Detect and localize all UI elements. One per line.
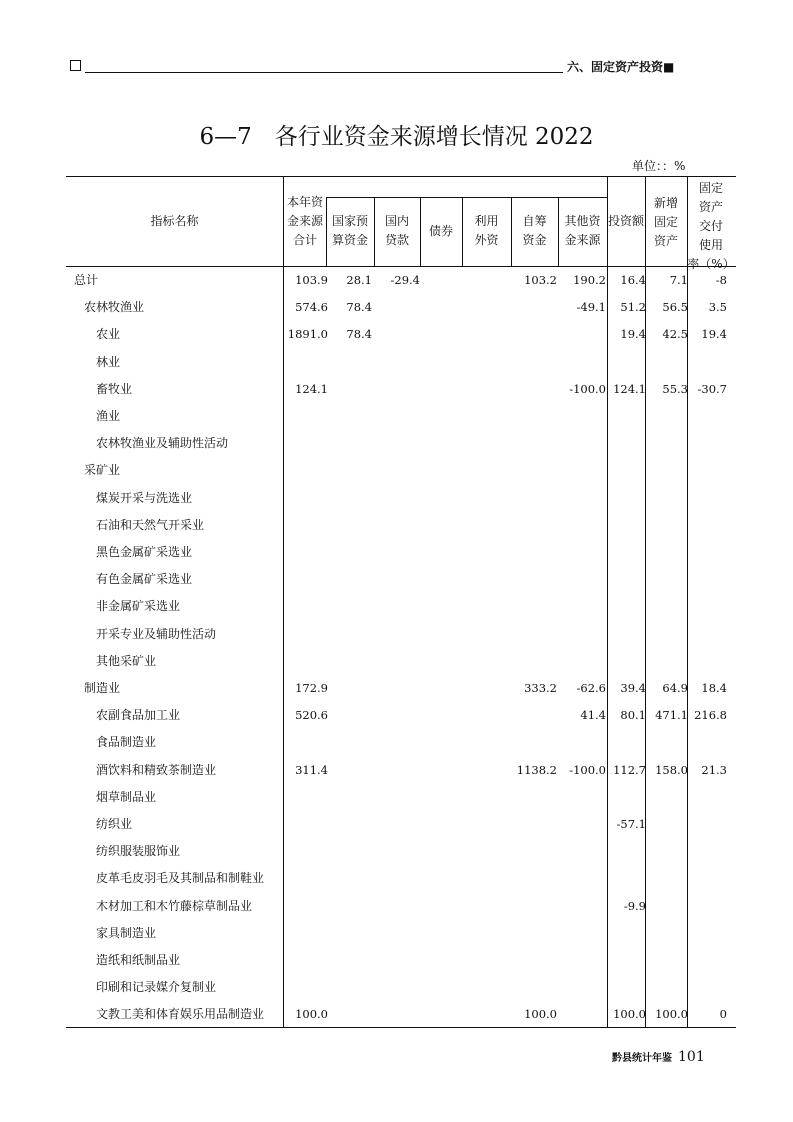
header-state-budget-line: 国家预 (331, 214, 368, 228)
cell-value: 21.3 (701, 762, 727, 777)
header-delivery-rate-line: 使用 (698, 238, 723, 252)
header-new-fixed-assets-line: 固定 (653, 215, 678, 229)
cell-value: 55.3 (662, 381, 688, 396)
indicator-name: 农业 (96, 327, 121, 342)
section-title: 六、固定资产投资■ (567, 60, 675, 74)
header-foreign-capital (462, 212, 511, 250)
indicator-name: 纺织服装服饰业 (96, 844, 181, 859)
cell-value: 190.2 (573, 273, 606, 287)
indicator-name: 林业 (96, 354, 121, 369)
header-bonds (420, 222, 462, 241)
cell-value: 16.4 (620, 273, 646, 287)
indicator-name: 煤炭开采与洗选业 (96, 490, 193, 505)
cell-value: 3.5 (708, 300, 727, 315)
cell-value: 124.1 (295, 381, 328, 396)
cell-value: 172.9 (295, 681, 328, 695)
header-investment-line: 投资额 (607, 214, 644, 228)
cell-value: 39.4 (620, 681, 646, 695)
sources-group-line (326, 197, 607, 198)
header-indicator-name: 指标名称 (150, 214, 199, 228)
cell-value: 100.0 (524, 1007, 557, 1022)
indicator-name: 采矿业 (84, 463, 121, 478)
cell-value: 333.2 (524, 681, 557, 695)
running-header (70, 58, 730, 80)
cell-value: -30.7 (697, 381, 727, 396)
cell-value: -8 (715, 273, 727, 287)
indicator-name: 开采专业及辅助性活动 (96, 626, 217, 641)
cell-value: 216.8 (694, 708, 727, 723)
cell-value: 0 (719, 1007, 727, 1022)
cell-value: 124.1 (613, 381, 646, 396)
header-domestic-loans (374, 212, 420, 250)
cell-value: 41.4 (580, 708, 606, 723)
cell-value: 19.4 (620, 327, 646, 342)
page-number: 101 (678, 1049, 705, 1065)
header-total-sources (284, 193, 326, 250)
header-self-raised (511, 212, 558, 250)
cell-value: 78.4 (346, 327, 372, 342)
header-foreign-capital-line: 利用 (474, 214, 499, 228)
indicator-name: 食品制造业 (96, 735, 157, 750)
cell-value: 78.4 (346, 300, 372, 315)
cell-value: 311.4 (295, 762, 328, 777)
cell-value: 574.6 (295, 300, 328, 315)
indicator-name: 文教工美和体育娱乐用品制造业 (96, 1007, 265, 1022)
indicator-name: 有色金属矿采选业 (96, 572, 193, 587)
header-other-sources-line: 金来源 (564, 233, 601, 247)
header-new-fixed-assets-line: 资产 (653, 234, 678, 248)
header-self-raised-line: 资金 (522, 233, 547, 247)
indicator-name: 石油和天然气开采业 (96, 517, 205, 532)
cell-value: -49.1 (576, 300, 606, 315)
cell-value: 42.5 (662, 327, 688, 342)
cell-value: 51.2 (620, 300, 646, 315)
cell-value: -100.0 (569, 381, 606, 396)
header-state-budget (326, 212, 374, 250)
header-other-sources-line: 其他资 (564, 214, 601, 228)
header-new-fixed-assets-line: 新增 (653, 196, 678, 210)
cell-value: 100.0 (295, 1007, 328, 1022)
cell-value: 80.1 (620, 708, 646, 723)
indicator-name: 制造业 (84, 681, 121, 695)
cell-value: 103.2 (524, 273, 557, 287)
cell-value: 1138.2 (516, 762, 557, 777)
header-total-sources-line: 本年资 (286, 195, 323, 209)
page-footer (612, 1046, 705, 1065)
indicator-name: 皮革毛皮羽毛及其制品和制鞋业 (96, 871, 265, 886)
cell-value: 158.0 (655, 762, 688, 777)
indicator-name: 农林牧渔业 (84, 300, 145, 315)
book-title: 黔县统计年鉴 (612, 1053, 672, 1064)
cell-value: 64.9 (662, 681, 688, 695)
indicator-name: 渔业 (96, 409, 121, 423)
indicator-name: 非金属矿采选业 (96, 599, 181, 614)
indicator-name: 农副食品加工业 (96, 708, 181, 723)
cell-value: 112.7 (613, 762, 646, 777)
cell-value: -9.9 (623, 898, 646, 913)
page-title: 6—7 各行业资金来源增长情况 2022 (199, 124, 594, 150)
cell-value: -100.0 (569, 762, 606, 777)
cell-value: 100.0 (613, 1007, 646, 1022)
cell-value: -29.4 (390, 273, 420, 287)
header-state-budget-line: 算资金 (331, 233, 368, 247)
cell-value: 18.4 (701, 681, 727, 695)
indicator-name: 农林牧渔业及辅助性活动 (96, 436, 229, 451)
cell-value: -62.6 (576, 681, 606, 695)
indicator-name: 酒饮料和精致茶制造业 (96, 762, 217, 777)
header-foreign-capital-line: 外资 (474, 233, 499, 247)
indicator-name: 其他采矿业 (96, 653, 157, 668)
header-self-raised-line: 自筹 (522, 214, 547, 228)
header-delivery-rate-line: 交付 (698, 219, 723, 233)
header-other-sources (558, 212, 607, 250)
indicator-name: 总计 (74, 273, 99, 287)
indicator-name: 纺织业 (96, 817, 133, 831)
cell-value: 1891.0 (287, 327, 328, 342)
cell-value: 7.1 (669, 273, 688, 287)
cell-value: 56.5 (662, 300, 688, 315)
indicator-name: 黑色金属矿采选业 (96, 545, 193, 559)
header-delivery-rate-line: 固定 (698, 181, 723, 195)
square-icon (70, 60, 81, 71)
cell-value: 19.4 (701, 327, 727, 342)
table-bottom-rule (66, 1027, 736, 1028)
header-rule (85, 72, 563, 73)
header-investment (607, 212, 645, 231)
header-domestic-loans-line: 国内 (384, 214, 409, 228)
indicator-name: 畜牧业 (96, 381, 133, 396)
header-delivery-rate (687, 179, 735, 274)
cell-value: -57.1 (616, 817, 646, 831)
cell-value: 100.0 (655, 1007, 688, 1022)
indicator-name: 烟草制品业 (96, 789, 157, 804)
table-top-rule (66, 176, 736, 177)
header-domestic-loans-line: 贷款 (384, 233, 409, 247)
indicator-name: 造纸和纸制品业 (96, 953, 181, 967)
header-total-sources-line: 合计 (292, 233, 317, 247)
indicator-name: 印刷和记录媒介复制业 (96, 980, 217, 995)
header-bonds-line: 债券 (428, 224, 453, 238)
cell-value: 28.1 (346, 273, 372, 287)
unit-label: 单位：：% (632, 159, 686, 173)
header-delivery-rate-line: 资产 (698, 200, 723, 214)
indicator-name: 木材加工和木竹藤棕草制品业 (96, 898, 253, 913)
cell-value: 471.1 (655, 708, 688, 723)
cell-value: 103.9 (295, 273, 328, 287)
indicator-name: 家具制造业 (96, 925, 157, 940)
header-new-fixed-assets (645, 194, 687, 251)
header-total-sources-line: 金来源 (286, 214, 323, 228)
header-bottom-rule (66, 266, 736, 267)
header-delivery-rate-line: 率（%） (687, 257, 735, 271)
cell-value: 520.6 (295, 708, 328, 723)
